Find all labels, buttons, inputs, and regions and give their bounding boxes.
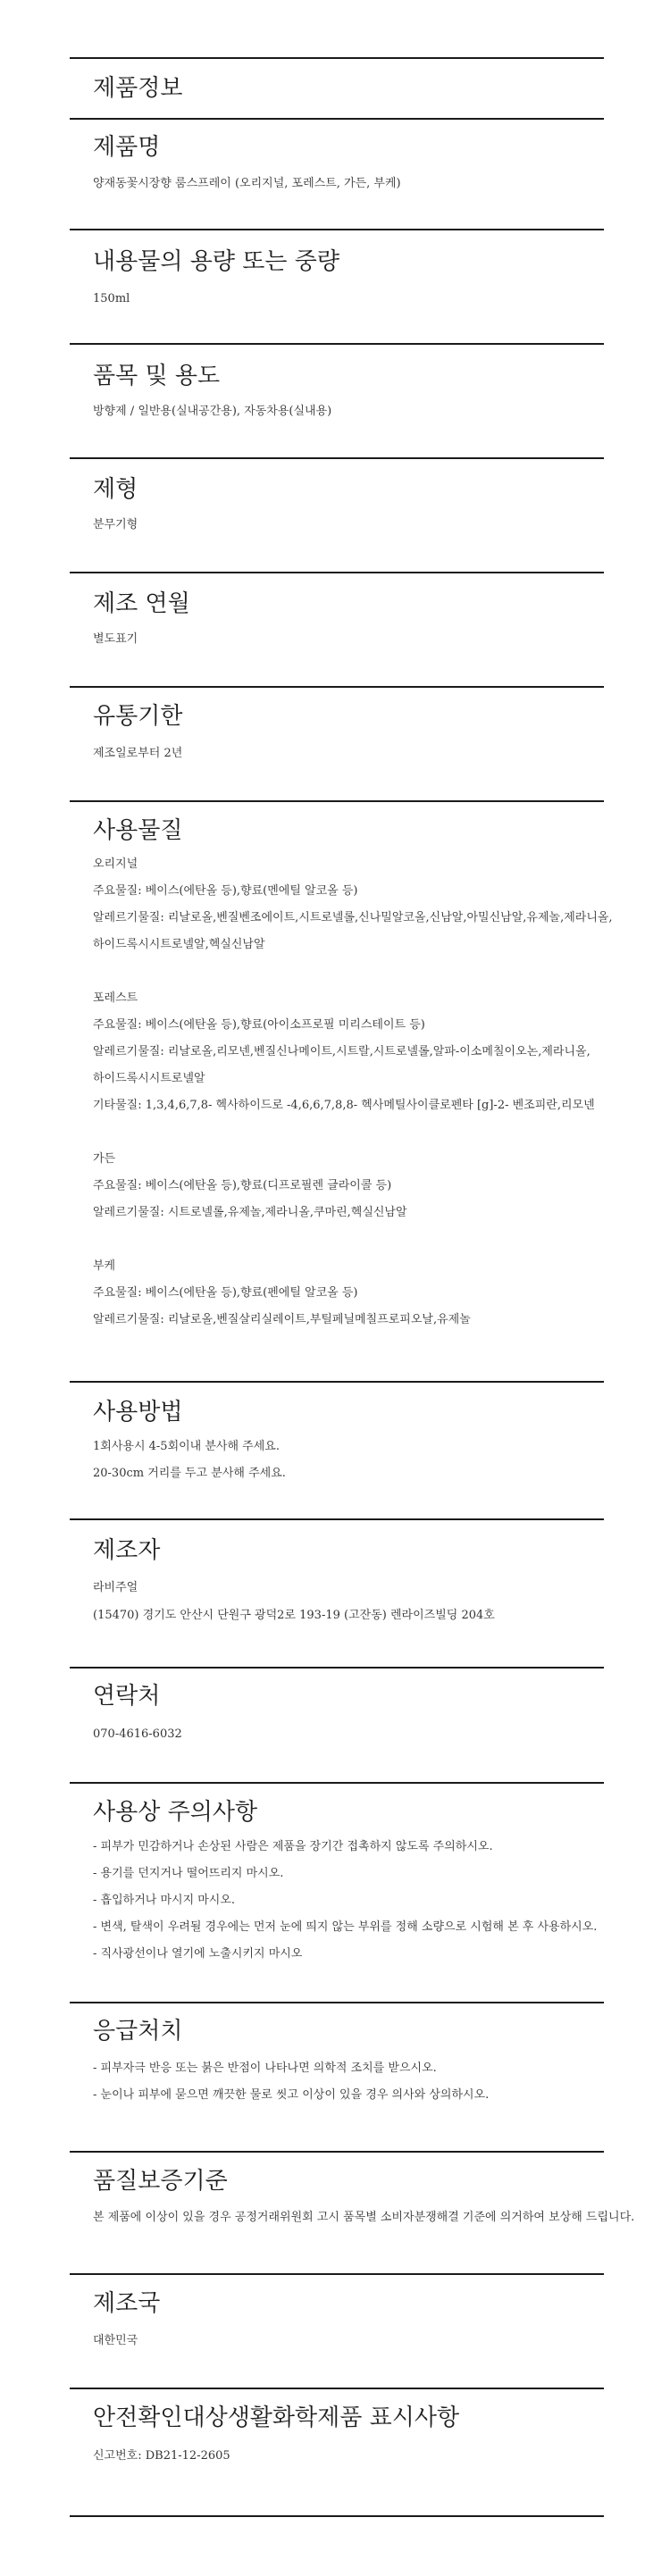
precaution-line: - 용기를 던지거나 떨어뜨리지 마시오.: [93, 1867, 284, 1880]
divider: [70, 2515, 604, 2517]
section-title-form: 제형: [93, 476, 138, 503]
volume-value: 150ml: [93, 292, 130, 305]
precaution-line: - 변색, 탈색이 우려될 경우에는 먼저 눈에 띄지 않는 부위를 정해 소량으로 시험해 본 후 사용하시오.: [93, 1920, 598, 1934]
product-name-value: 양재동꽃시장향 룸스프레이 (오리지널, 포레스트, 가든, 부케): [93, 177, 401, 190]
quality-guarantee-text: 본 제품에 이상이 있을 경우 공정거래위원회 고시 품목별 소비자분쟁해결 기준에 의거하여 보상해 드립니다.: [93, 2211, 635, 2224]
first-aid-line: - 피부자극 반응 또는 붉은 반점이 나타나면 의학적 조치를 받으시오.: [93, 2062, 437, 2075]
section-title-category: 품목 및 용도: [93, 363, 221, 389]
divider: [70, 800, 604, 802]
divider: [70, 686, 604, 688]
divider: [70, 1667, 604, 1669]
divider: [70, 2388, 604, 2389]
precaution-line: - 흡입하거나 마시지 마시오.: [93, 1894, 236, 1907]
substance-line: 알레르기물질: 시트로넬롤,유제놀,제라니올,쿠마린,헥실신남알: [93, 1206, 407, 1219]
divider: [70, 57, 604, 59]
contact-phone: 070-4616-6032: [93, 1727, 182, 1741]
section-title-contact: 연락처: [93, 1683, 161, 1710]
substance-line: 주요물질: 베이스(에탄올 등),향료(멘에틸 알코올 등): [93, 884, 358, 898]
substance-line: 주요물질: 베이스(에탄올 등),향료(아이소프로필 미리스테이트 등): [93, 1018, 425, 1032]
substance-variant-label: 오리지널: [93, 857, 138, 871]
manufacturer-address: (15470) 경기도 안산시 단원구 광덕2로 193-19 (고잔동) 렌라이즈빌딩 204호: [93, 1609, 495, 1622]
divider: [70, 2151, 604, 2153]
section-title-expiry: 유통기한: [93, 703, 183, 730]
substance-line: 하이드록시시트로넬알: [93, 1072, 205, 1085]
substance-variant-label: 부케: [93, 1259, 116, 1273]
divider: [70, 457, 604, 459]
precaution-line: - 피부가 민감하거나 손상된 사람은 제품을 장기간 접촉하지 않도록 주의하시오.: [93, 1840, 493, 1853]
divider: [70, 118, 604, 120]
precaution-line: - 직사광선이나 열기에 노출시키지 마시오: [93, 1947, 303, 1961]
section-title-substances: 사용물질: [93, 817, 183, 844]
section-title-quality-guarantee: 품질보증기준: [93, 2168, 228, 2195]
manufacture-date-value: 별도표기: [93, 632, 138, 646]
substance-line: 주요물질: 베이스(에탄올 등),향료(디프로필렌 글라이콜 등): [93, 1179, 392, 1192]
divider: [70, 572, 604, 573]
divider: [70, 2002, 604, 2003]
substance-line: 알레르기물질: 리날로올,벤질살리실레이트,부틸페닐메칠프로피오날,유제놀: [93, 1313, 471, 1326]
section-title-precautions: 사용상 주의사항: [93, 1799, 258, 1826]
section-title-manufacturer: 제조자: [93, 1537, 161, 1564]
section-title-first-aid: 응급처치: [93, 2018, 183, 2045]
registration-number: 신고번호: DB21-12-2605: [93, 2449, 230, 2463]
substance-line: 주요물질: 베이스(에탄올 등),향료(펜에틸 알코올 등): [93, 1286, 358, 1300]
page-title: 제품정보: [93, 75, 183, 102]
substance-line: 하이드록시시트로넬알,헥실신남알: [93, 938, 265, 951]
divider: [70, 1518, 604, 1520]
divider: [70, 2273, 604, 2275]
expiry-value: 제조일로부터 2년: [93, 747, 183, 760]
manufacturer-name: 라비주얼: [93, 1581, 138, 1594]
usage-line: 1회사용시 4-5회이내 분사해 주세요.: [93, 1440, 280, 1453]
section-title-volume: 내용물의 용량 또는 중량: [93, 248, 339, 275]
form-value: 분무기형: [93, 518, 138, 531]
divider: [70, 1381, 604, 1383]
country-value: 대한민국: [93, 2334, 138, 2347]
divider: [70, 1782, 604, 1784]
substance-line: 알레르기물질: 리날로올,벤질벤조에이트,시트로넬롤,신나밀알코올,신남알,아밀신남알,유제놀,제라니올,: [93, 911, 613, 924]
divider: [70, 229, 604, 230]
substance-variant-label: 포레스트: [93, 991, 138, 1005]
usage-line: 20-30cm 거리를 두고 분사해 주세요.: [93, 1467, 286, 1480]
divider: [70, 343, 604, 345]
substance-line: 기타물질: 1,3,4,6,7,8- 헥사하이드로 -4,6,6,7,8,8- 헥사메틸사이클로펜타 [g]-2- 벤조피란,리모넨: [93, 1099, 595, 1112]
section-title-manufacture-date: 제조 연월: [93, 590, 190, 617]
section-title-usage: 사용방법: [93, 1399, 183, 1426]
substance-variant-label: 가든: [93, 1152, 116, 1166]
section-title-safety-label: 안전확인대상생활화학제품 표시사항: [93, 2405, 460, 2431]
first-aid-line: - 눈이나 피부에 묻으면 깨끗한 물로 씻고 이상이 있을 경우 의사와 상의하시오.: [93, 2088, 490, 2102]
section-title-country: 제조국: [93, 2290, 161, 2317]
substance-line: 알레르기물질: 리날로올,리모넨,벤질신나메이트,시트랄,시트로넬롤,알파-이소메칠이오논,제라니올,: [93, 1045, 590, 1058]
category-value: 방향제 / 일반용(실내공간용), 자동차용(실내용): [93, 405, 332, 418]
section-title-product-name: 제품명: [93, 134, 161, 161]
